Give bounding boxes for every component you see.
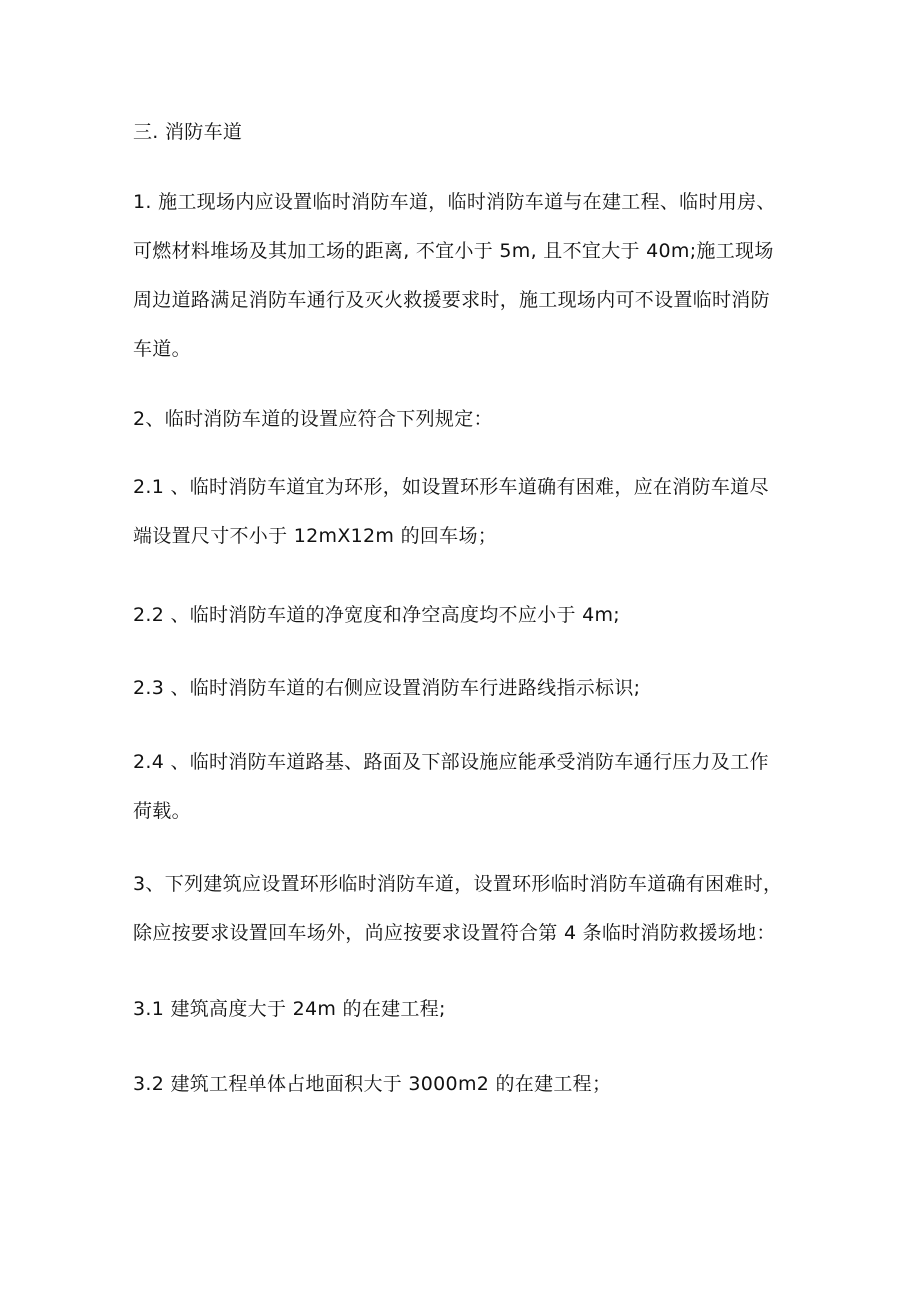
item-2-2-line-1: 2.2 、临时消防车道的净宽度和净空高度均不应小于 4m; <box>133 604 620 626</box>
item-2-line-1: 2、临时消防车道的设置应符合下列规定： <box>133 408 493 430</box>
section-heading: 三. 消防车道 <box>133 121 243 143</box>
item-2-1-line-1: 2.1 、临时消防车道宜为环形，如设置环形车道确有困难，应在消防车道尽 <box>133 476 769 498</box>
item-3-line-2: 除应按要求设置回车场外，尚应按要求设置符合第 4 条临时消防救援场地： <box>133 922 776 944</box>
item-3-line-1: 3、下列建筑应设置环形临时消防车道，设置环形临时消防车道确有困难时， <box>133 873 783 895</box>
item-2-4-line-1: 2.4 、临时消防车道路基、路面及下部设施应能承受消防车通行压力及工作 <box>133 751 769 773</box>
item-1-line-1: 1. 施工现场内应设置临时消防车道，临时消防车道与在建工程、临时用房、 <box>133 191 776 213</box>
item-2-3-line-1: 2.3 、临时消防车道的右侧应设置消防车行进路线指示标识; <box>133 677 641 699</box>
item-2-1-line-2: 端设置尺寸不小于 12mX12m 的回车场； <box>133 525 498 547</box>
item-3-2-line-1: 3.2 建筑工程单体占地面积大于 3000m2 的在建工程； <box>133 1073 612 1095</box>
item-1-line-4: 车道。 <box>133 338 191 360</box>
item-1-line-2: 可燃材料堆场及其加工场的距离, 不宜小于 5m, 且不宜大于 40m;施工现场 <box>133 240 774 262</box>
item-3-1-line-1: 3.1 建筑高度大于 24m 的在建工程; <box>133 998 446 1020</box>
item-2-4-line-2: 荷载。 <box>133 800 191 822</box>
item-1-line-3: 周边道路满足消防车通行及灭火救援要求时，施工现场内可不设置临时消防 <box>133 289 770 311</box>
